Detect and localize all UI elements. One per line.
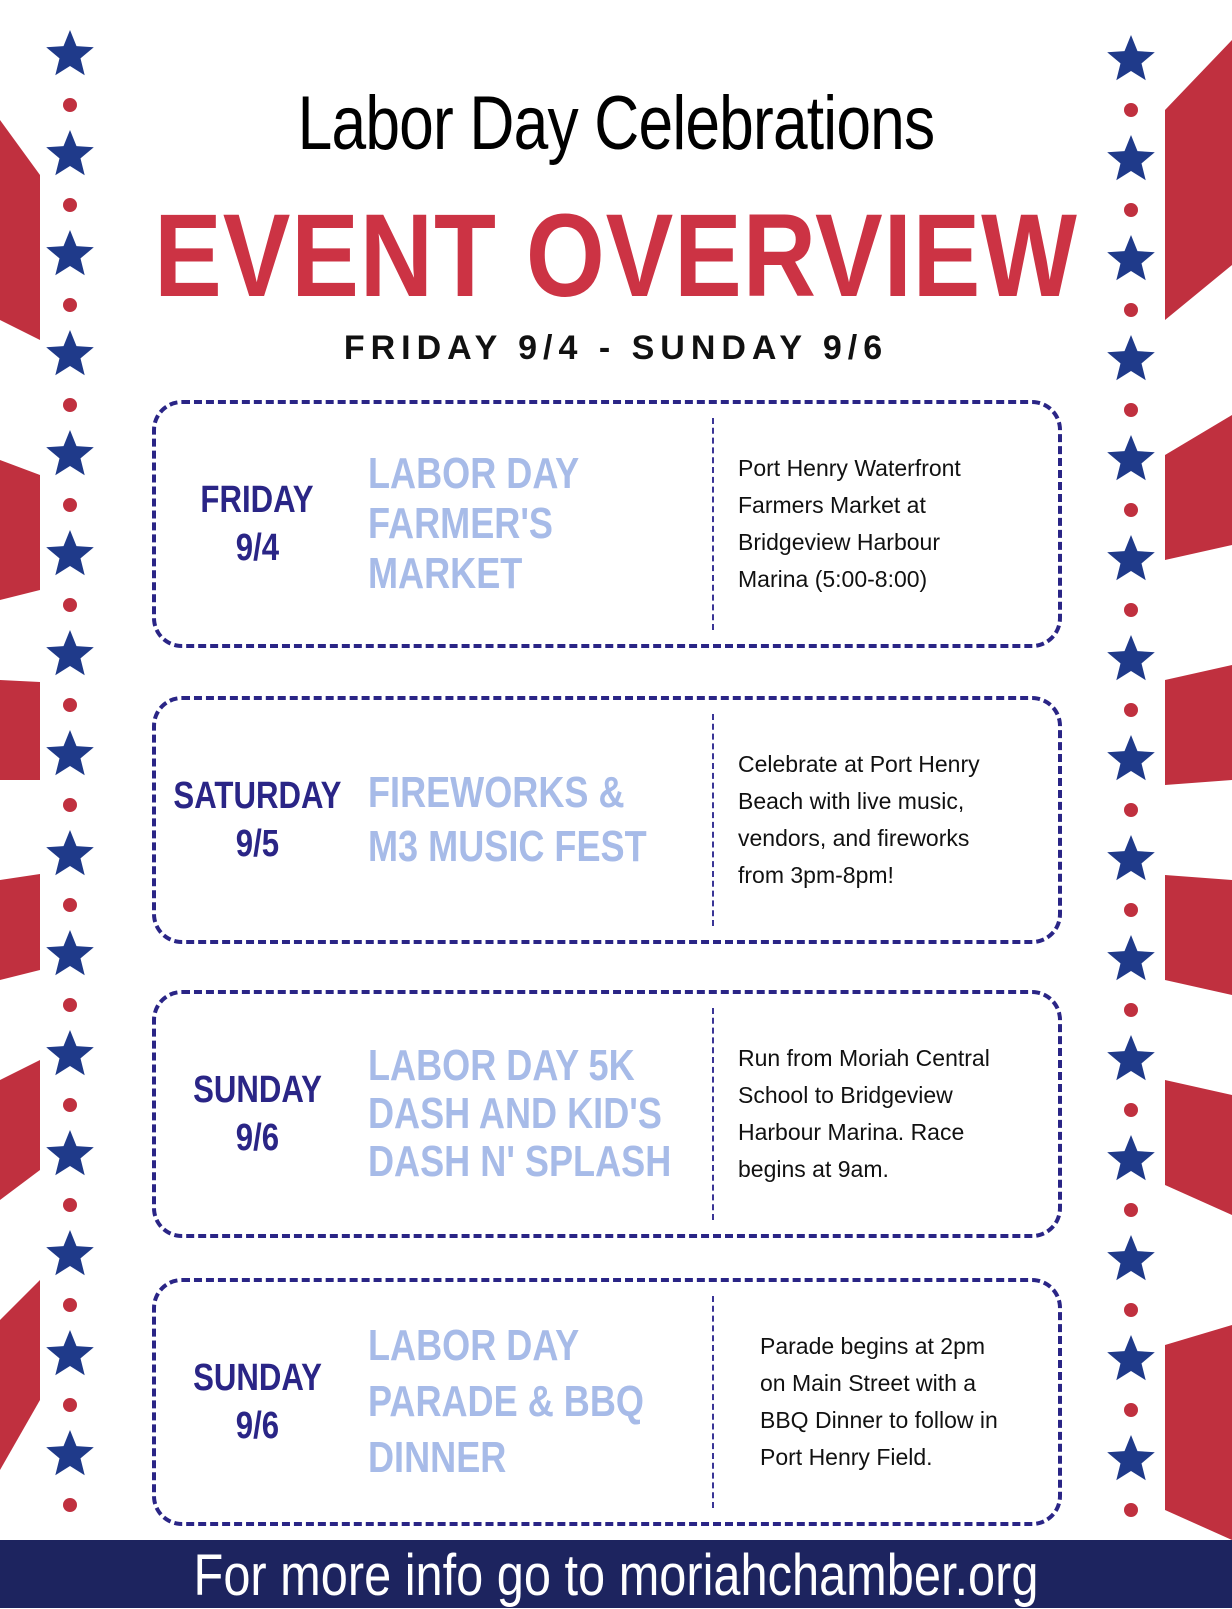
star-icon bbox=[1107, 535, 1155, 580]
dot-icon bbox=[1124, 1303, 1138, 1317]
event-date-label: 9/5 bbox=[235, 823, 279, 865]
event-day bbox=[156, 404, 358, 644]
event-day bbox=[156, 700, 358, 940]
event-name bbox=[368, 700, 748, 940]
star-icon bbox=[46, 1030, 94, 1075]
event-name bbox=[368, 404, 748, 644]
event-description bbox=[738, 700, 1048, 940]
event-card-saturday bbox=[152, 696, 1062, 944]
event-name-text: LABOR DAY FARMER'S MARKET bbox=[368, 449, 580, 598]
star-icon bbox=[1107, 735, 1155, 780]
dot-icon bbox=[63, 1398, 77, 1412]
event-description-text: Run from Moriah Central School to Bridgeview Harbour Marina. Race begins at 9am. bbox=[738, 1045, 990, 1182]
event-name-text: FIREWORKS & M3 MUSIC FEST bbox=[368, 768, 647, 871]
event-overview-heading: EVENT OVERVIEW bbox=[154, 190, 1078, 322]
date-range: FRIDAY 9/4 - SUNDAY 9/6 bbox=[343, 329, 889, 367]
dot-icon bbox=[1124, 403, 1138, 417]
dot-icon bbox=[1124, 603, 1138, 617]
red-stripe bbox=[0, 120, 40, 340]
dot-icon bbox=[63, 798, 77, 812]
star-icon bbox=[46, 30, 94, 75]
right-red-stripes bbox=[1165, 40, 1232, 1540]
dot-icon bbox=[63, 1498, 77, 1512]
event-day-label: FRIDAY bbox=[200, 479, 314, 521]
event-name-text: LABOR DAY 5K DASH AND KID'S DASH N' SPLASH bbox=[368, 1041, 672, 1186]
event-name bbox=[368, 994, 748, 1234]
dot-icon bbox=[63, 1198, 77, 1212]
dot-icon bbox=[63, 98, 77, 112]
dot-icon bbox=[1124, 803, 1138, 817]
page-title: Labor Day Celebrations bbox=[297, 81, 935, 166]
star-icon bbox=[46, 730, 94, 775]
event-description bbox=[738, 994, 1048, 1234]
event-date-label: 9/6 bbox=[235, 1117, 279, 1159]
red-stripe bbox=[0, 874, 40, 980]
dot-icon bbox=[1124, 1403, 1138, 1417]
dot-icon bbox=[63, 398, 77, 412]
dot-icon bbox=[1124, 703, 1138, 717]
star-icon bbox=[46, 530, 94, 575]
dot-icon bbox=[1124, 1103, 1138, 1117]
footer-link-text[interactable]: For more info go to moriahchamber.org bbox=[193, 1543, 1039, 1608]
event-day-label: SATURDAY bbox=[173, 775, 341, 817]
red-stripe bbox=[1165, 1080, 1232, 1215]
star-icon bbox=[1107, 935, 1155, 980]
event-day bbox=[156, 1282, 358, 1522]
event-description-text: Port Henry Waterfront Farmers Market at Bridgeview Harbour Marina (5:00-8:00) bbox=[738, 455, 961, 592]
star-icon bbox=[1107, 1435, 1155, 1480]
event-card-friday bbox=[152, 400, 1062, 648]
star-icon bbox=[1107, 1235, 1155, 1280]
star-icon bbox=[46, 1430, 94, 1475]
star-icon bbox=[1107, 1035, 1155, 1080]
dot-icon bbox=[1124, 903, 1138, 917]
star-icon bbox=[1107, 835, 1155, 880]
event-date-label: 9/6 bbox=[235, 1405, 279, 1447]
star-icon bbox=[1107, 1335, 1155, 1380]
red-stripe bbox=[1165, 665, 1232, 785]
event-card-sunday-parade bbox=[152, 1278, 1062, 1526]
event-day-label: SUNDAY bbox=[192, 1069, 322, 1111]
dot-icon bbox=[63, 1298, 77, 1312]
red-stripe bbox=[1165, 1325, 1232, 1540]
card-divider bbox=[712, 1296, 714, 1508]
left-red-stripes bbox=[0, 120, 40, 1470]
event-name-text: LABOR DAY PARADE & BBQ DINNER bbox=[368, 1321, 644, 1482]
red-stripe bbox=[1165, 875, 1232, 995]
red-stripe bbox=[0, 1060, 40, 1200]
dot-icon bbox=[1124, 1203, 1138, 1217]
event-description bbox=[738, 404, 1048, 644]
star-icon bbox=[1107, 435, 1155, 480]
red-stripe bbox=[1165, 40, 1232, 320]
dot-icon bbox=[63, 1098, 77, 1112]
card-divider bbox=[712, 714, 714, 926]
event-description bbox=[760, 1282, 1070, 1522]
dot-icon bbox=[1124, 1003, 1138, 1017]
dot-icon bbox=[1124, 103, 1138, 117]
dot-icon bbox=[63, 598, 77, 612]
dot-icon bbox=[63, 198, 77, 212]
star-icon bbox=[46, 1330, 94, 1375]
star-icon bbox=[46, 1230, 94, 1275]
red-stripe bbox=[0, 1280, 40, 1470]
red-stripe bbox=[1165, 415, 1232, 560]
red-stripe bbox=[0, 460, 40, 600]
dot-icon bbox=[63, 898, 77, 912]
event-day-label: SUNDAY bbox=[192, 1357, 322, 1399]
star-icon bbox=[46, 930, 94, 975]
event-day bbox=[156, 994, 358, 1234]
event-name bbox=[368, 1282, 748, 1522]
event-description-text: Celebrate at Port Henry Beach with live music, vendors, and fireworks from 3pm-8pm! bbox=[738, 751, 980, 888]
card-divider bbox=[712, 1008, 714, 1220]
dot-icon bbox=[63, 698, 77, 712]
red-stripe bbox=[0, 680, 40, 780]
dot-icon bbox=[63, 998, 77, 1012]
event-card-sunday-5k bbox=[152, 990, 1062, 1238]
card-divider bbox=[712, 418, 714, 630]
dot-icon bbox=[1124, 503, 1138, 517]
event-date-label: 9/4 bbox=[235, 527, 279, 569]
star-icon bbox=[1107, 35, 1155, 80]
star-icon bbox=[46, 430, 94, 475]
star-icon bbox=[46, 130, 94, 175]
dot-icon bbox=[63, 498, 77, 512]
dot-icon bbox=[1124, 1503, 1138, 1517]
star-icon bbox=[46, 1130, 94, 1175]
star-icon bbox=[46, 830, 94, 875]
star-icon bbox=[1107, 1135, 1155, 1180]
footer-banner bbox=[0, 1540, 1232, 1608]
star-icon bbox=[1107, 635, 1155, 680]
event-description-text: Parade begins at 2pm on Main Street with a BBQ Dinner to follow in Port Henry Field. bbox=[760, 1333, 998, 1470]
dot-icon bbox=[63, 298, 77, 312]
star-icon bbox=[46, 630, 94, 675]
